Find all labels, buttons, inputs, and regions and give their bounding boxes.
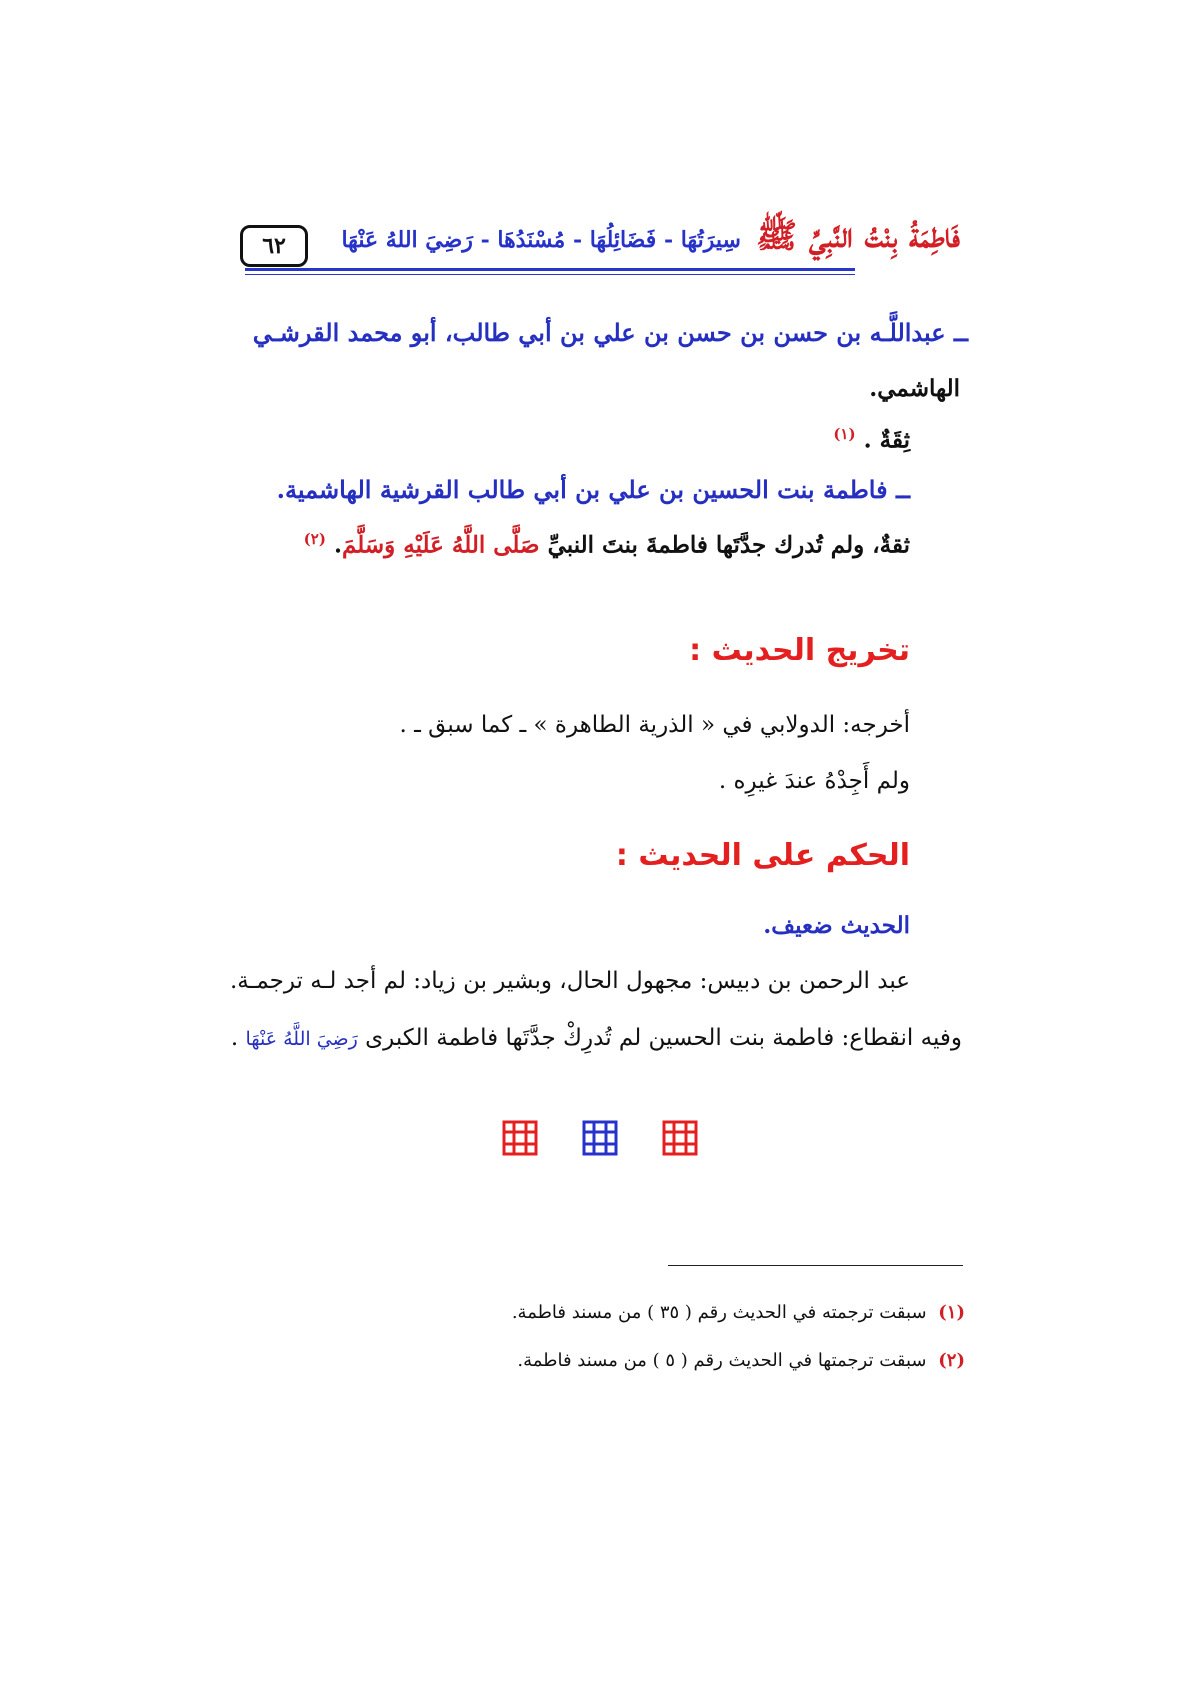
footnote-ref-1[interactable]: (١) xyxy=(833,425,856,443)
hukm-line-2-end: . xyxy=(230,1025,239,1051)
narrator-1-grade-text: ثِقَةٌ . xyxy=(863,426,910,454)
narrator-2-line: ــ فاطمة بنت الحسين بن علي بن أبي طالب القرشية الهاشمية. xyxy=(276,475,910,504)
salutation-glyph: صَلَّى اللَّهُ عَلَيْهِ وَسَلَّمَ xyxy=(341,531,540,559)
narrator-2-period: . xyxy=(333,531,342,559)
section-ornaments xyxy=(490,1118,710,1162)
narrator-1-line-2: الهاشمي. xyxy=(869,375,960,402)
footnote-1 xyxy=(512,1302,965,1323)
page-header xyxy=(240,215,960,275)
narrator-2-grade xyxy=(304,530,910,559)
footnote-2 xyxy=(517,1350,965,1371)
heading-takhrij: تخريج الحديث : xyxy=(689,633,910,668)
footnote-2-text: سبقت ترجمتها في الحديث رقم ( ٥ ) من مسند فاطمة. xyxy=(517,1350,927,1371)
page-number: ٦٢ xyxy=(240,225,308,267)
footnote-2-number: (٢) xyxy=(938,1350,965,1371)
ornament-knot-icon xyxy=(500,1118,540,1158)
running-title xyxy=(340,215,960,267)
ornament-knot-icon xyxy=(580,1118,620,1158)
takhrij-line-2: ولم أَجِدْهُ عندَ غيرِه . xyxy=(718,768,910,794)
heading-hukm: الحكم على الحديث : xyxy=(615,838,910,873)
hukm-verdict: الحديث ضعيف. xyxy=(763,912,910,939)
footnote-rule xyxy=(668,1265,963,1266)
narrator-1-grade xyxy=(833,425,910,454)
hukm-line-2 xyxy=(231,1025,962,1051)
takhrij-line-1: أخرجه: الدولابي في « الذرية الطاهرة » ـ كما سبق ـ . xyxy=(399,712,910,738)
header-rule xyxy=(245,268,855,271)
header-rule-thin xyxy=(245,274,855,275)
hukm-line-1: عبد الرحمن بن دبيس: مجهول الحال، وبشير بن زياد: لم أجد لـه ترجمـة. xyxy=(229,968,910,994)
footnote-1-text: سبقت ترجمته في الحديث رقم ( ٣٥ ) من مسند فاطمة. xyxy=(511,1302,927,1323)
running-title-sub: سِيرَتُهَا - فَضَائِلُهَا - مُسْنَدُهَا - رَضِيَ اللهُ عَنْهَا xyxy=(341,227,741,253)
footnote-1-number: (١) xyxy=(938,1302,965,1323)
footnote-ref-2[interactable]: (٢) xyxy=(303,530,326,548)
narrator-2-grade-text: ثقةٌ، ولم تُدرك جدَّتَها فاطمةَ بنتَ النبيِّ xyxy=(547,531,910,559)
ornament-knot-icon xyxy=(660,1118,700,1158)
radiya-glyph: رَضِيَ اللَّهُ عَنْهَا xyxy=(245,1028,358,1050)
hukm-line-2-text: وفيه انقطاع: فاطمة بنت الحسين لم تُدرِكْ جدَّتَها فاطمة الكبرى xyxy=(365,1025,962,1051)
running-title-main: فَاطِمَةُ بِنْتُ النَّبِيِّ ﷺ xyxy=(756,216,960,256)
narrator-1-line-1: ــ عبداللَّـه بن حسن بن حسن بن علي بن أبي طالب، أبو محمد القرشـي xyxy=(252,318,968,347)
